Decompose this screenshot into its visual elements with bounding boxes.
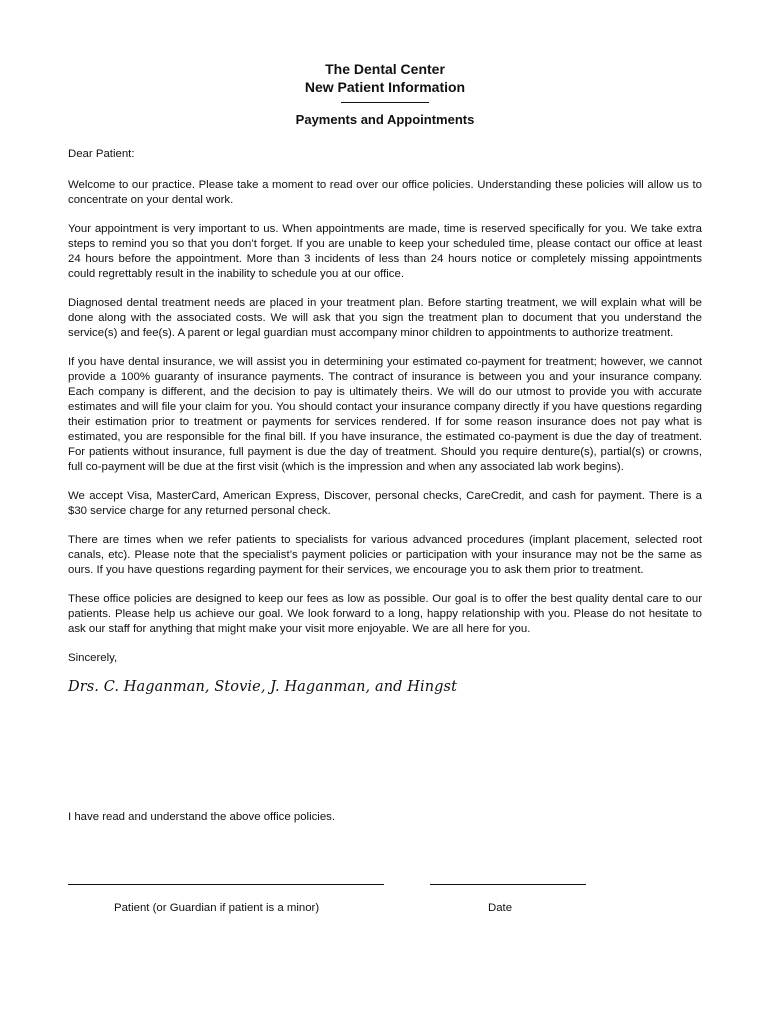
paragraph-insurance: If you have dental insurance, we will assist you in determining your estimated co-payment for treatment; however, we cannot provide a 100% guaranty of insurance payments. The contract of insurance is between you and your insurance company. Each company is different, and the decision to pay is ultimately theirs. We will do our utmost to provide you with accurate estimates and will file your claim for you. You should contact your insurance company directly if you have questions regarding their estimation prior to treatment or payments for services rendered. If for some reason insurance does not pay what is estimated, you are responsible for the final bill. If you have insurance, the estimated co-payment is due the day of treatment. For patients without insurance, full payment is due the day of treatment. Should you require denture(s), partial(s) or crowns, full co-payment will be due at the first visit (which is the impression and when any associated lab work begins). bbox=[68, 356, 702, 473]
acknowledgement-statement: I have read and understand the above office policies. bbox=[68, 811, 336, 823]
doctors-signature: Drs. C. Haganman, Stovie, J. Haganman, and Hingst bbox=[68, 679, 457, 695]
form-title: New Patient Information bbox=[304, 79, 466, 95]
paragraph-payment-methods: We accept Visa, MasterCard, American Express, Discover, personal checks, CareCredit, and cash for payment. There is a $30 service charge for any returned personal check. bbox=[68, 490, 702, 517]
letter-body bbox=[68, 147, 702, 695]
patient-signature-line[interactable] bbox=[68, 884, 384, 885]
date-signature-line[interactable] bbox=[430, 884, 586, 885]
patient-signature-label: Patient (or Guardian if patient is a minor) bbox=[114, 902, 320, 914]
greeting: Dear Patient: bbox=[68, 148, 135, 160]
paragraph-treatment-plan: Diagnosed dental treatment needs are placed in your treatment plan. Before starting treatment, we will explain what will be done along with the associated costs. We will ask that you sign the treatment plan to document that you understand the service(s) and fee(s). A parent or legal guardian must accompany minor children to appointments to authorize treatment. bbox=[68, 297, 702, 339]
title-divider bbox=[341, 102, 429, 103]
paragraph-welcome: Welcome to our practice. Please take a moment to read over our office policies. Understanding these policies will allow us to concentrate on your dental work. bbox=[68, 179, 702, 206]
section-title: Payments and Appointments bbox=[295, 112, 475, 127]
paragraph-appointments: Your appointment is very important to us. When appointments are made, time is reserved specifically for you. We take extra steps to remind you so that you don’t forget. If you are unable to keep your scheduled time, please contact our office at least 24 hours before the appointment. More than 3 incidents of less than 24 hours notice or completely missing appointments could regrettably result in the inability to schedule you at our office. bbox=[68, 223, 702, 280]
org-name: The Dental Center bbox=[325, 61, 445, 77]
closing: Sincerely, bbox=[68, 652, 118, 664]
paragraph-office-policies: These office policies are designed to keep our fees as low as possible. Our goal is to offer the best quality dental care to our patients. Please help us achieve our goal. We look forward to a long, happy relationship with you. Please do not hesitate to ask our staff for anything that might make your visit more enjoyable. We are all here for you. bbox=[68, 593, 702, 635]
document-header bbox=[0, 60, 770, 128]
paragraph-specialists: There are times when we refer patients to specialists for various advanced procedures (implant placement, selected root canals, etc). Please note that the specialist’s payment policies or participation with your insurance may not be the same as ours. If you have questions regarding payment for their services, we encourage you to ask them prior to treatment. bbox=[68, 534, 702, 576]
date-label: Date bbox=[488, 902, 513, 914]
